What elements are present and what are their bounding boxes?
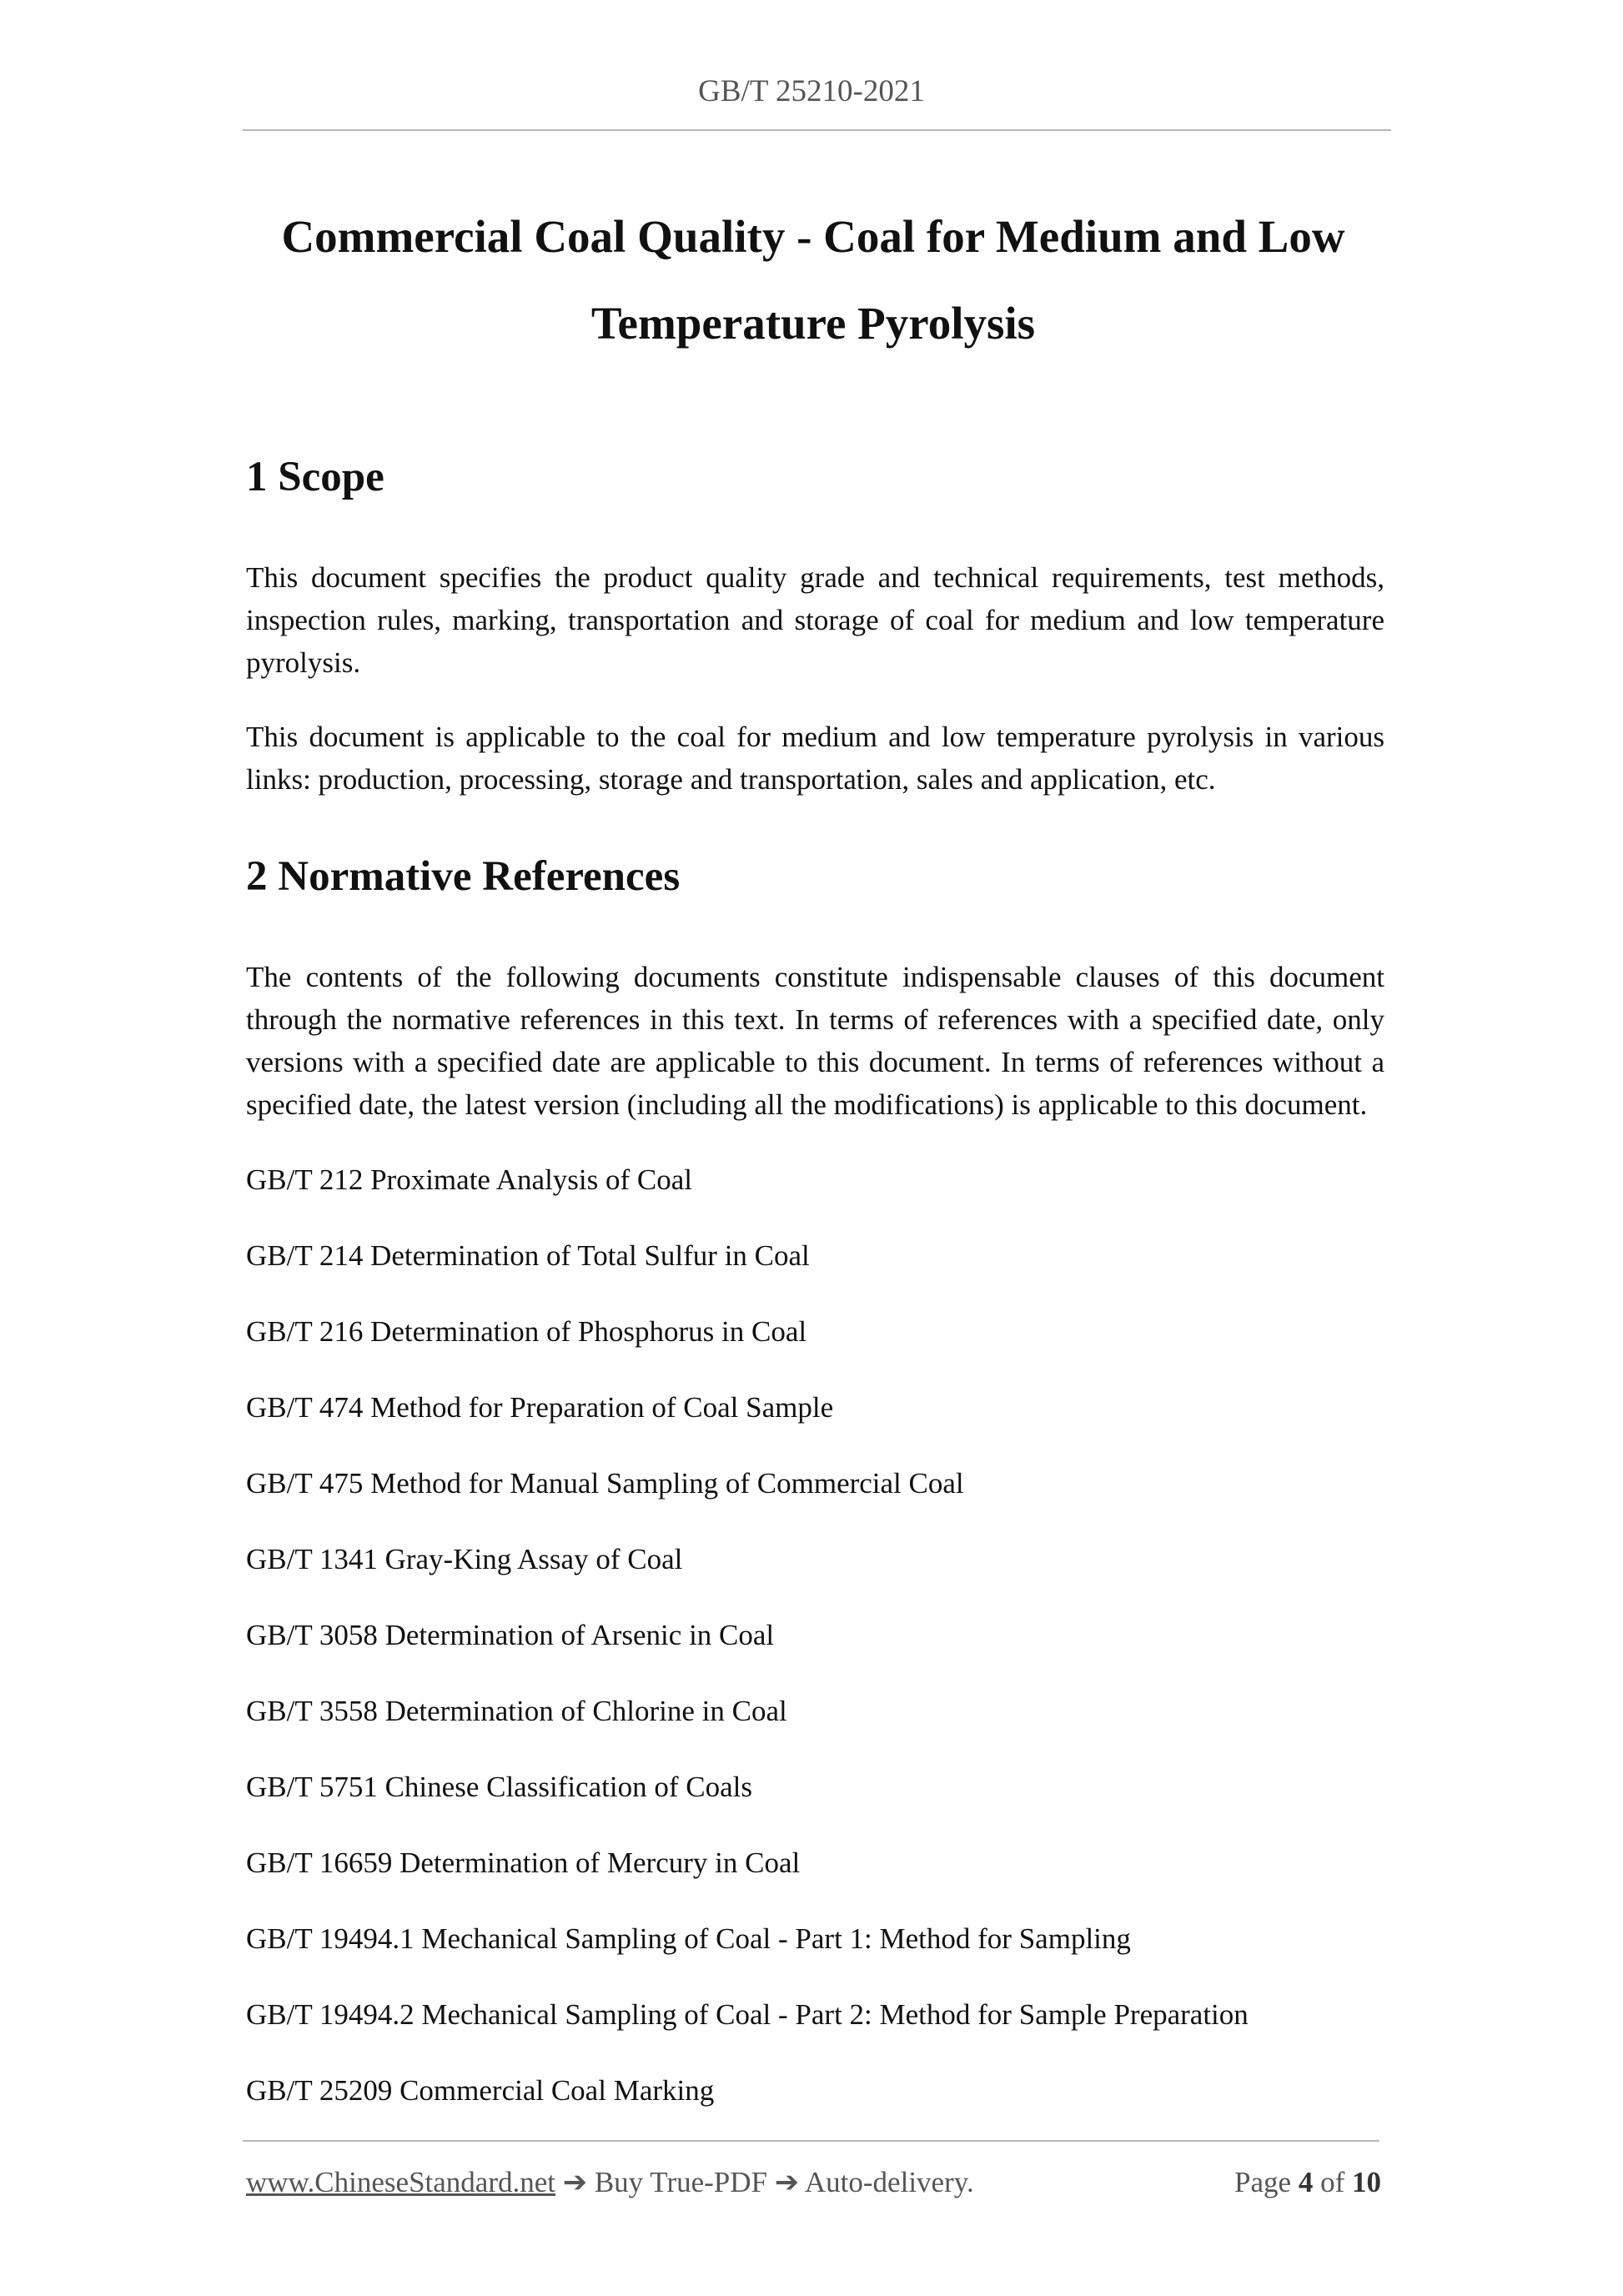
scope-paragraph-2: This document is applicable to the coal for medium and low temperature pyrolysis in various links: production, processing, storage and transportation, sales and application, etc. <box>246 721 1384 796</box>
reference-item: GB/T 3058 Determination of Arsenic in Coal <box>246 1619 775 1651</box>
page-label: Page <box>1234 2166 1292 2198</box>
reference-item: GB/T 212 Proximate Analysis of Coal <box>246 1163 693 1196</box>
auto-delivery-text: Auto-delivery. <box>804 2166 974 2198</box>
footer-promo <box>246 2166 974 2199</box>
arrow-icon: ➔ <box>562 2166 588 2198</box>
document-title-line-2: Temperature Pyrolysis <box>590 298 1036 349</box>
section-heading-normative-references: 2 Normative References <box>246 853 681 900</box>
page-indicator <box>1234 2166 1381 2199</box>
reference-item: GB/T 1341 Gray-King Assay of Coal <box>246 1543 683 1575</box>
arrow-icon: ➔ <box>774 2166 800 2198</box>
current-page-number: 4 <box>1298 2166 1314 2198</box>
reference-item: GB/T 474 Method for Preparation of Coal Sample <box>246 1391 834 1424</box>
document-title-line-1: Commercial Coal Quality - Coal for Medium and Low <box>281 211 1345 262</box>
document-title <box>209 193 1418 367</box>
reference-item: GB/T 19494.2 Mechanical Sampling of Coal - Part 2: Method for Sample Preparation <box>246 1998 1249 2031</box>
reference-item: GB/T 19494.1 Mechanical Sampling of Coal - Part 1: Method for Sampling <box>246 1922 1131 1955</box>
total-page-count: 10 <box>1352 2166 1381 2198</box>
reference-item: GB/T 475 Method for Manual Sampling of Commercial Coal <box>246 1467 964 1500</box>
page-of-label: of <box>1320 2166 1345 2198</box>
normative-references-paragraph: The contents of the following documents constitute indispensable clauses of this document through the normative references in this text. In terms of references with a specified date, only versions with a specified date are applicable to this document. In terms of references without a specified date, the latest version (including all the modifications) is applicable to this document. <box>246 961 1384 1121</box>
website-link[interactable]: www.ChineseStandard.net <box>246 2166 555 2198</box>
buy-true-pdf-text: Buy True-PDF <box>594 2166 767 2198</box>
scope-paragraph-1: This document specifies the product quality grade and technical requirements, test methods, inspection rules, marking, transportation and storage of coal for medium and low temperature pyrolysis. <box>246 561 1384 679</box>
reference-item: GB/T 5751 Chinese Classification of Coals <box>246 1771 752 1803</box>
reference-item: GB/T 3558 Determination of Chlorine in Coal <box>246 1695 787 1727</box>
reference-item: GB/T 214 Determination of Total Sulfur in Coal <box>246 1239 810 1272</box>
reference-item: GB/T 216 Determination of Phosphorus in Coal <box>246 1315 807 1348</box>
footer-divider <box>243 2140 1379 2142</box>
reference-item: GB/T 16659 Determination of Mercury in Coal <box>246 1846 801 1879</box>
document-code-header: GB/T 25210-2021 <box>698 74 925 108</box>
reference-item: GB/T 25209 Commercial Coal Marking <box>246 2074 715 2107</box>
header-divider <box>243 129 1391 131</box>
section-heading-scope: 1 Scope <box>246 454 384 500</box>
